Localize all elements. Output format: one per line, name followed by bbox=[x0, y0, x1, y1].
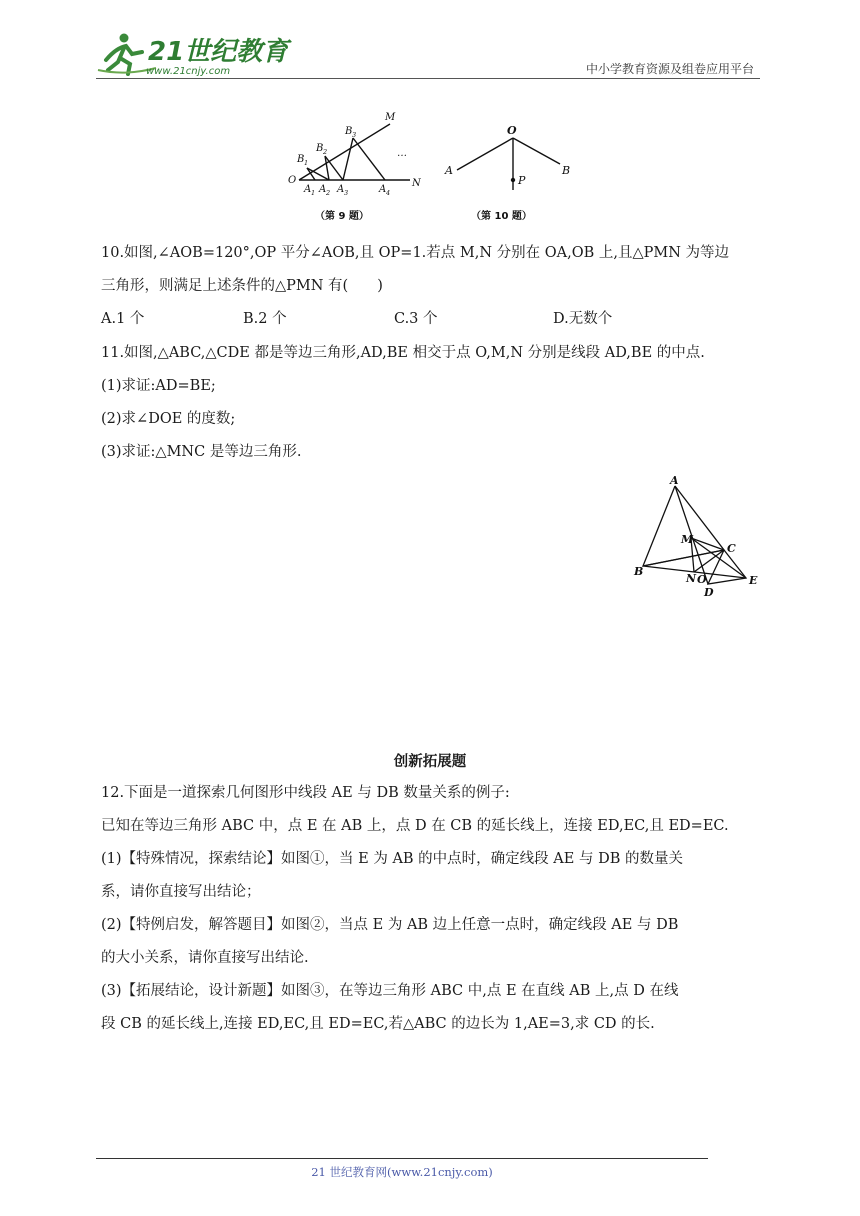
svg-text:21世纪教育: 21世纪教育 bbox=[148, 37, 289, 67]
svg-text:B: B bbox=[316, 143, 324, 154]
q10-option-c: C.3 个 bbox=[394, 311, 438, 327]
q10-option-b: B.2 个 bbox=[243, 311, 287, 327]
q12-line1: 12.下面是一道探索几何图形中线段 AE 与 DB 数量关系的例子: bbox=[101, 785, 510, 801]
svg-text:O: O bbox=[697, 573, 707, 586]
svg-text:www.21cnjy.com: www.21cnjy.com bbox=[146, 66, 231, 77]
svg-text:A: A bbox=[304, 184, 312, 195]
svg-text:2: 2 bbox=[323, 148, 328, 156]
section-title: 创新拓展题 bbox=[393, 754, 467, 770]
q12-line8: 段 CB 的延长线上,连接 ED,EC,且 ED=EC,若△ABC 的边长为 1,AE=3,求 CD 的长. bbox=[101, 1016, 655, 1032]
svg-text:D: D bbox=[704, 586, 714, 599]
figure-10 bbox=[457, 138, 560, 190]
svg-text:B: B bbox=[297, 154, 305, 165]
svg-text:P: P bbox=[518, 174, 526, 187]
svg-text:B: B bbox=[562, 164, 571, 177]
q12-line4: 系，请你直接写出结论； bbox=[101, 884, 261, 900]
footer-text[interactable]: 21 世纪教育网(www.21cnjy.com) bbox=[311, 1165, 493, 1179]
q10-option-d: D.无数个 bbox=[553, 311, 613, 327]
q12-line7: (3)【拓展结论，设计新题】如图③，在等边三角形 ABC 中,点 E 在直线 AB 上,点 D 在线 bbox=[101, 983, 679, 999]
q11-line1: 11.如图,△ABC,△CDE 都是等边三角形,AD,BE 相交于点 O,M,N 分别是线段 AD,BE 的中点. bbox=[101, 345, 705, 361]
fig9-caption: （第 9 题） bbox=[315, 211, 369, 222]
svg-text:3: 3 bbox=[352, 131, 357, 139]
q10-option-a: A.1 个 bbox=[101, 311, 145, 327]
svg-text:N: N bbox=[412, 178, 421, 189]
q12-line6: 的大小关系，请你直接写出结论. bbox=[101, 950, 309, 966]
footer-divider bbox=[96, 1158, 708, 1159]
svg-text:N: N bbox=[686, 572, 697, 585]
logo-icon bbox=[96, 30, 316, 78]
svg-text:C: C bbox=[727, 542, 736, 555]
svg-text:1: 1 bbox=[311, 189, 316, 197]
svg-text:4: 4 bbox=[386, 189, 391, 197]
q10-line2: 三角形，则满足上述条件的△PMN 有( ) bbox=[101, 278, 383, 294]
q11-part2: (2)求∠DOE 的度数; bbox=[101, 411, 236, 427]
figure-11 bbox=[628, 474, 768, 604]
q10-line1: 10.如图,∠AOB=120°,OP 平分∠AOB,且 OP=1.若点 M,N 分别在 OA,OB 上,且△PMN 为等边 bbox=[101, 245, 730, 261]
svg-text:A: A bbox=[319, 184, 327, 195]
q12-line2: 已知在等边三角形 ABC 中，点 E 在 AB 上，点 D 在 CB 的延长线上，连接 ED,EC,且 ED=EC. bbox=[101, 818, 729, 834]
svg-text:2: 2 bbox=[326, 189, 331, 197]
svg-text:B: B bbox=[634, 565, 644, 578]
fig10-caption: （第 10 题） bbox=[471, 211, 532, 222]
svg-text:A: A bbox=[337, 184, 345, 195]
svg-text:O: O bbox=[507, 124, 517, 137]
svg-text:…: … bbox=[397, 148, 407, 159]
header-platform-text: 中小学教育资源及组卷应用平台 bbox=[585, 62, 754, 76]
q11-part3: (3)求证:△MNC 是等边三角形. bbox=[101, 444, 302, 460]
svg-text:E: E bbox=[749, 574, 758, 587]
q12-line5: (2)【特例启发，解答题目】如图②，当点 E 为 AB 边上任意一点时，确定线段 AE 与 DB bbox=[101, 917, 679, 933]
svg-text:3: 3 bbox=[344, 189, 349, 197]
q11-part1: (1)求证:AD=BE; bbox=[101, 378, 216, 394]
svg-text:A: A bbox=[379, 184, 387, 195]
svg-text:O: O bbox=[288, 175, 297, 186]
svg-text:M: M bbox=[681, 533, 694, 546]
q12-line3: (1)【特殊情况，探索结论】如图①，当 E 为 AB 的中点时，确定线段 AE 与 DB 的数量关 bbox=[101, 851, 683, 867]
header-divider bbox=[96, 78, 760, 79]
svg-text:B: B bbox=[345, 126, 353, 137]
svg-text:M: M bbox=[385, 112, 396, 123]
svg-text:1: 1 bbox=[304, 159, 309, 167]
svg-text:A: A bbox=[445, 164, 453, 177]
figures-9-10 bbox=[285, 110, 585, 235]
page-header bbox=[96, 30, 760, 80]
svg-text:A: A bbox=[670, 474, 679, 487]
